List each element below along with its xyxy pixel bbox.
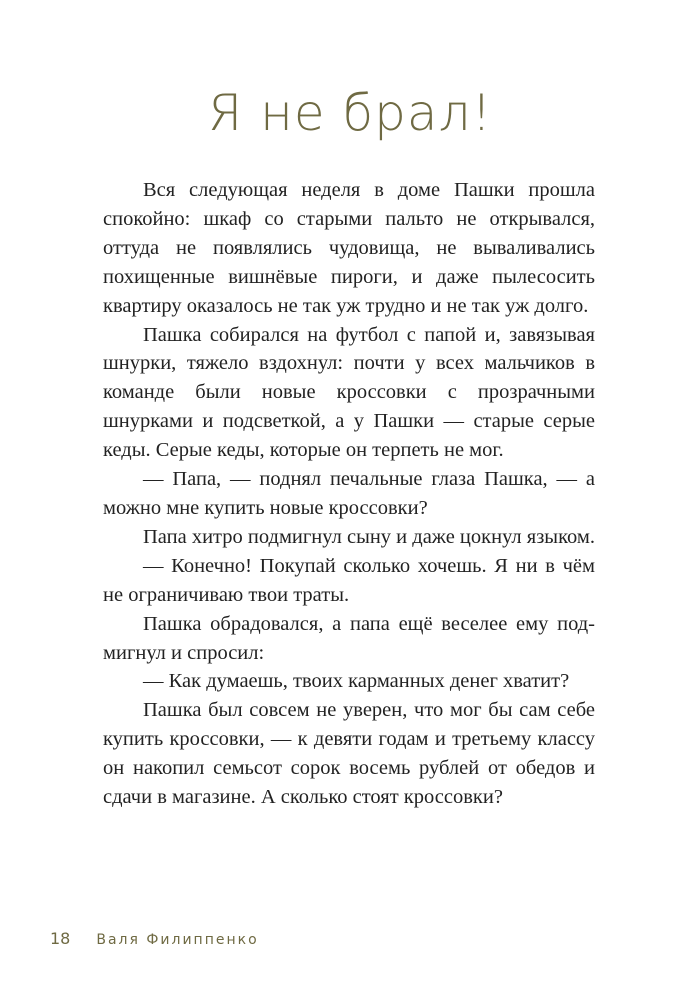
chapter-title: Я не брал! <box>207 84 493 142</box>
paragraph: Вся следующая неделя в доме Пашки прошла спокойно: шкаф со старыми пальто не открывался, оттуда не появлялись чудовища, не вываливались похищенные вишнёвые пироги, и даже пылесосить квартиру оказалось не так уж трудно и не так уж долго. <box>103 179 595 317</box>
paragraph: Пашка обрадовался, а папа ещё веселее ему подмигнул и спросил: <box>103 612 595 664</box>
running-author: Валя Филиппенко <box>96 932 259 948</box>
chapter-body <box>103 176 595 812</box>
paragraph: Пашка был совсем не уверен, что мог бы сам себе купить кроссовки, — к девяти годам и третьему классу он накопил семьсот сорок восемь рублей от обедов и сдачи в магазине. А сколько стоят кроссовки? <box>103 699 595 809</box>
page-number: 18 <box>50 929 71 948</box>
paragraph: — Как думаешь, твоих карманных денег хватит? <box>143 670 570 693</box>
paragraph: Папа хитро подмигнул сыну и даже цокнул языком. <box>143 525 595 548</box>
paragraph: — Папа, — поднял печальные глаза Пашка, — а можно мне купить новые кроссовки? <box>103 468 595 519</box>
paragraph: — Конечно! Покупай сколько хочешь. Я ни в чём не ограничиваю твои траты. <box>103 554 595 606</box>
page-footer <box>50 929 259 953</box>
paragraph: Пашка собирался на футбол с папой и, завязывая шнурки, тяжело вздохнул: почти у всех мальчиков в команде были новые кроссовки с прозрачными шнурками и подсветкой, а у Пашки — старые серые кеды. Серые кеды, которые он терпеть не мог. <box>103 323 595 462</box>
